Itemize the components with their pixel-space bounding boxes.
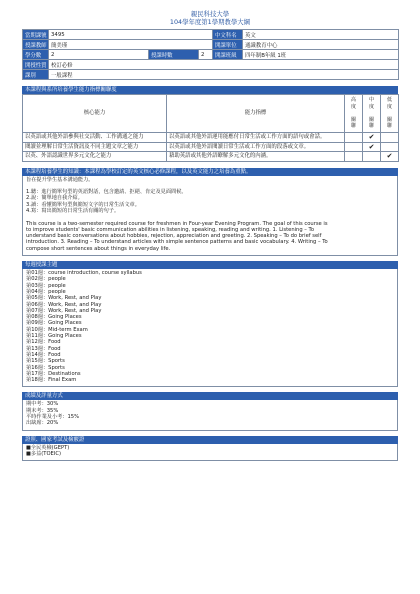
- level-high-cell: [345, 142, 363, 152]
- core-ability-cell: 以英、外語認識世界多元文化之能力: [23, 152, 167, 162]
- objective-line: 3.讀：看懂簡單句型與簡短文字的日常生活文章。: [26, 201, 140, 208]
- schedule-item: 第04週：people: [26, 288, 66, 295]
- level-high-cell: [345, 133, 363, 143]
- schedule-item: 第09週：Going Places: [26, 320, 82, 327]
- indicator-cell: 以英語或其他外語閱讀日常生活或工作方面的段落或文章。: [167, 142, 345, 152]
- core-ability-cell: 以英語或其他外語參與社交活動、工作溝通之能力: [23, 133, 167, 143]
- schedule-item: 第08週：Going Places: [26, 314, 82, 321]
- unit-value: 通識教育中心: [243, 40, 399, 50]
- schedule-item: 第14週：Food: [26, 351, 61, 358]
- course-info-table: [22, 29, 399, 80]
- hours-label: 授課時數: [149, 50, 199, 60]
- schedule-item: 第10週：Mid-term Exam: [26, 326, 88, 333]
- credits-value: 2: [49, 50, 149, 60]
- abilities-table: [22, 94, 399, 162]
- schedule-item: 第12週：Food: [26, 339, 61, 346]
- level-mid-cell: [363, 152, 381, 162]
- objective-line: 1.聽：進行簡單句型的英語對話，包含邀請、拒絕、肯定及見面問候。: [26, 189, 187, 196]
- course-code-label: 當期課號: [23, 30, 49, 40]
- core-ability-cell: 閱讀並理解日常生活資訊及不同主題文章之能力: [23, 142, 167, 152]
- ability-row: [23, 133, 399, 143]
- exam-item: ■全民英檢(GEPT): [26, 444, 70, 451]
- schedule-item: 第01週：course introduction, course syllabus: [26, 270, 142, 277]
- schedule-box: [22, 269, 398, 387]
- course-cn-value: 英文: [243, 30, 399, 40]
- level-high-header: 高 度 關 聯: [345, 95, 363, 133]
- objectives-box: [22, 176, 398, 257]
- objective-line: introduction. 3. Reading – To understand articles with simple sentence patterns and basic vocabulary. 4. Writing – To: [26, 239, 328, 246]
- level-mid-check: ✔: [363, 142, 381, 152]
- grading-section-title: 成績及評量方式: [22, 392, 398, 400]
- objective-line: compose short sentences about things in everyday life.: [26, 245, 171, 252]
- schedule-item: 第15週：Sports: [26, 358, 65, 365]
- course-cn-label: 中文科名: [213, 30, 243, 40]
- class-label: 開課班級: [213, 50, 243, 60]
- objective-line: to improve students' basic communication abilities in listening, speaking, reading and writing. 1. Listening – To: [26, 226, 314, 233]
- syllabus-page: [22, 10, 398, 461]
- teacher-label: 授課教師: [23, 40, 49, 50]
- schedule-item: 第06週：Work, Rest, and Play: [26, 301, 102, 308]
- unit-label: 開課單位: [213, 40, 243, 50]
- class-value: 四年制B年級 1班: [243, 50, 399, 60]
- teacher-value: 簡美瑾: [49, 40, 213, 50]
- objectives-section-title: 本課程培養學生的知識：本課程為學校訂定的英文核心必修課程，以及英文能力之培養為重點。: [22, 168, 398, 176]
- school-name: 親民科技大學: [190, 10, 230, 18]
- core-ability-header: 核心能力: [23, 95, 167, 133]
- objective-line: 4.寫：寫出簡短的日常生活有關的句子。: [26, 207, 120, 214]
- schedule-item: 第18週：Final Exam: [26, 377, 77, 384]
- level-high-cell: [345, 152, 363, 162]
- grading-box: [22, 400, 398, 430]
- schedule-item: 第03週：people: [26, 282, 66, 289]
- schedule-item: 第13週：Food: [26, 345, 61, 352]
- objective-line: 2.說：簡單地自我介紹。: [26, 195, 83, 202]
- ability-row: [23, 142, 399, 152]
- grading-item: 期末考：35%: [26, 407, 59, 414]
- schedule-item: 第17週：Destinations: [26, 370, 81, 377]
- schedule-section-title: 每週授課主題: [22, 261, 398, 269]
- type-label: 開授性質: [23, 60, 49, 70]
- objective-line: 旨在提升學生基本溝通能力。: [26, 176, 94, 183]
- schedule-item: 第11週：Going Places: [26, 333, 82, 340]
- level-mid-check: ✔: [363, 133, 381, 143]
- level-low-check: ✔: [381, 152, 399, 162]
- grading-item: 平時作業及小考：15%: [26, 414, 80, 420]
- exam-item: ■多益(TOEIC): [26, 450, 62, 457]
- course-code-value: 3495: [49, 30, 213, 40]
- type-value: 校訂必修: [49, 60, 399, 70]
- level-low-cell: [381, 142, 399, 152]
- indicator-header: 能力指標: [167, 95, 345, 133]
- ability-row: [23, 152, 399, 162]
- exams-box: [22, 444, 398, 462]
- syllabus-term-title: 104學年度第1學期教學大綱: [169, 18, 251, 26]
- schedule-item: 第07週：Work, Rest, and Play: [26, 307, 102, 314]
- abilities-section-title: 本課程與系所培養學生能力指標關聯度: [22, 86, 398, 94]
- objective-line: understand basic conversations about hobbies, rejection, appreciation and greeting. 2. Speaking – To do brief self: [26, 233, 322, 240]
- category-value: 一般課程: [49, 70, 399, 80]
- indicator-cell: 以英語或其他外語運用能應付日常生活或工作方面的語句或會話。: [167, 133, 345, 143]
- grading-item: 出缺席：20%: [26, 420, 59, 427]
- objective-line: This course is a two-semester required course for freshmen in Four-year Evening Program. The goal of this course is: [26, 220, 328, 227]
- credits-label: 學分數: [23, 50, 49, 60]
- exams-section-title: 證照、國家考試及檢覈證: [22, 436, 398, 444]
- level-low-cell: [381, 133, 399, 143]
- grading-item: 期中考：30%: [26, 401, 59, 408]
- schedule-item: 第02週：people: [26, 276, 66, 283]
- schedule-item: 第05週：Work, Rest, and Play: [26, 295, 102, 302]
- schedule-item: 第16週：Sports: [26, 364, 65, 371]
- category-label: 課別: [23, 70, 49, 80]
- hours-value: 2: [199, 50, 213, 60]
- level-mid-header: 中 度 關 聯: [363, 95, 381, 133]
- level-low-header: 低 度 關 聯: [381, 95, 399, 133]
- indicator-cell: 藉助英語或其他外語瞭解多元文化的內涵。: [167, 152, 345, 162]
